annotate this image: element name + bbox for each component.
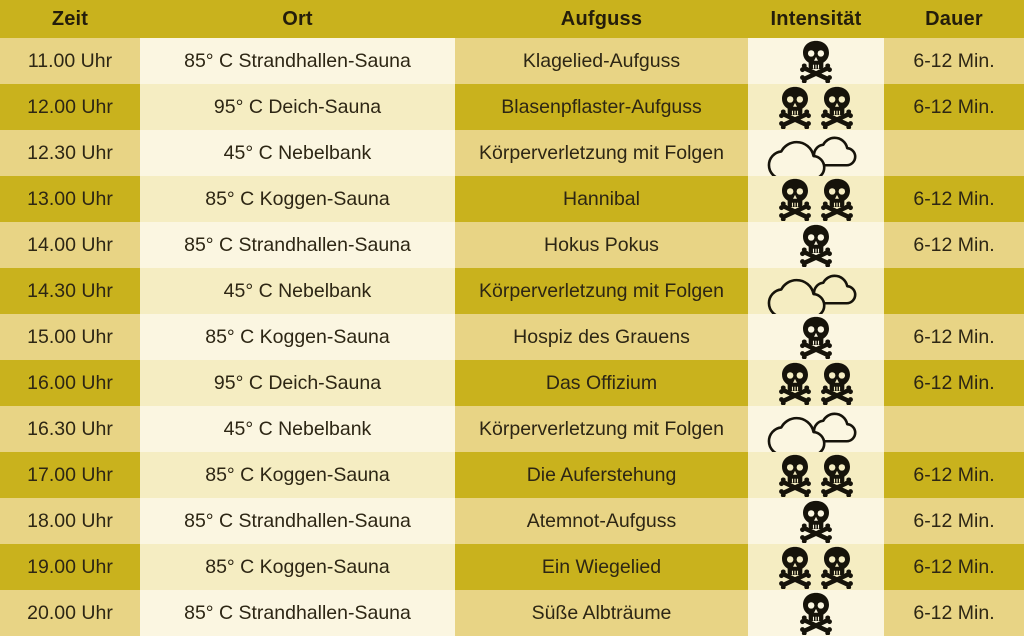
cell-intensitaet	[748, 130, 884, 176]
cell-zeit	[0, 544, 140, 590]
zeit-value: 13.00 Uhr	[27, 187, 113, 210]
cell-zeit	[0, 590, 140, 636]
column-header-dauer: Dauer	[884, 0, 1024, 38]
intensity-icons	[798, 40, 834, 83]
table-row	[0, 360, 1024, 406]
cell-aufguss	[455, 544, 748, 590]
intensity-icons	[777, 362, 855, 405]
column-header-ort: Ort	[140, 0, 455, 38]
ort-value: 85° C Strandhallen-Sauna	[184, 233, 411, 256]
cell-ort	[140, 268, 455, 314]
cell-dauer	[884, 544, 1024, 590]
skull-icon	[777, 546, 813, 589]
zeit-value: 17.00 Uhr	[27, 463, 113, 486]
table-row	[0, 590, 1024, 636]
cell-zeit	[0, 406, 140, 452]
cell-aufguss	[455, 222, 748, 268]
dauer-value: 6-12 Min.	[913, 49, 995, 72]
table-row	[0, 498, 1024, 544]
dauer-value: 6-12 Min.	[913, 371, 995, 394]
intensity-icons	[798, 592, 834, 635]
cell-dauer	[884, 130, 1024, 176]
intensity-icons	[798, 224, 834, 267]
aufguss-value: Hannibal	[563, 187, 640, 210]
zeit-value: 14.30 Uhr	[27, 279, 113, 302]
table-row	[0, 314, 1024, 360]
aufguss-value: Klagelied-Aufguss	[522, 49, 681, 72]
cell-zeit	[0, 222, 140, 268]
skull-icon	[777, 86, 813, 129]
aufguss-value: Körperverletzung mit Folgen	[479, 417, 724, 440]
dauer-value: 6-12 Min.	[913, 95, 995, 118]
ort-value: 85° C Koggen-Sauna	[205, 325, 390, 348]
cell-zeit	[0, 130, 140, 176]
cell-dauer	[884, 498, 1024, 544]
cell-dauer	[884, 176, 1024, 222]
cell-aufguss	[455, 38, 748, 84]
column-header-aufguss: Aufguss	[455, 0, 748, 38]
table-row	[0, 268, 1024, 314]
skull-icon	[798, 316, 834, 359]
table-row	[0, 544, 1024, 590]
cell-ort	[140, 130, 455, 176]
zeit-value: 19.00 Uhr	[27, 555, 113, 578]
cell-dauer	[884, 314, 1024, 360]
cell-ort	[140, 38, 455, 84]
clouds-icon	[767, 130, 865, 176]
ort-value: 85° C Koggen-Sauna	[205, 187, 390, 210]
aufguss-value: Atemnot-Aufguss	[526, 509, 677, 532]
cell-aufguss	[455, 406, 748, 452]
cell-aufguss	[455, 452, 748, 498]
cell-dauer	[884, 84, 1024, 130]
skull-icon	[819, 454, 855, 497]
intensity-icons	[798, 316, 834, 359]
table-header-row	[0, 0, 1024, 38]
intensity-icons	[777, 454, 855, 497]
cell-ort	[140, 222, 455, 268]
cell-ort	[140, 544, 455, 590]
zeit-value: 18.00 Uhr	[27, 509, 113, 532]
skull-icon	[777, 362, 813, 405]
aufguss-value: Körperverletzung mit Folgen	[479, 279, 724, 302]
skull-icon	[777, 454, 813, 497]
intensity-icons	[777, 546, 855, 589]
skull-icon	[819, 86, 855, 129]
zeit-value: 14.00 Uhr	[27, 233, 113, 256]
cell-intensitaet	[748, 590, 884, 636]
zeit-value: 12.00 Uhr	[27, 95, 113, 118]
zeit-value: 16.00 Uhr	[27, 371, 113, 394]
aufguss-value: Süße Albträume	[531, 601, 672, 624]
dauer-value: 6-12 Min.	[913, 187, 995, 210]
cell-intensitaet	[748, 498, 884, 544]
cell-aufguss	[455, 176, 748, 222]
cell-aufguss	[455, 498, 748, 544]
intensity-icons	[777, 178, 855, 221]
ort-value: 85° C Strandhallen-Sauna	[184, 601, 411, 624]
ort-value: 85° C Strandhallen-Sauna	[184, 49, 411, 72]
cell-aufguss	[455, 590, 748, 636]
dauer-value: 6-12 Min.	[913, 601, 995, 624]
cell-ort	[140, 176, 455, 222]
skull-icon	[798, 500, 834, 543]
aufguss-value: Die Auferstehung	[526, 463, 677, 486]
ort-value: 85° C Koggen-Sauna	[205, 463, 390, 486]
cell-intensitaet	[748, 176, 884, 222]
zeit-value: 15.00 Uhr	[27, 325, 113, 348]
zeit-value: 11.00 Uhr	[27, 49, 113, 72]
cell-dauer	[884, 38, 1024, 84]
skull-icon	[819, 178, 855, 221]
aufguss-value: Ein Wiegelied	[541, 555, 662, 578]
table-row	[0, 38, 1024, 84]
aufguss-value: Hospiz des Grauens	[513, 325, 690, 348]
skull-icon	[798, 40, 834, 83]
intensity-icons	[767, 130, 865, 176]
intensity-icons	[777, 86, 855, 129]
intensity-icons	[767, 268, 865, 314]
cell-dauer	[884, 222, 1024, 268]
cell-ort	[140, 406, 455, 452]
cell-intensitaet	[748, 544, 884, 590]
aufguss-value: Körperverletzung mit Folgen	[479, 141, 724, 164]
zeit-value: 16.30 Uhr	[27, 417, 113, 440]
cell-intensitaet	[748, 452, 884, 498]
dauer-value: 6-12 Min.	[913, 463, 995, 486]
cell-dauer	[884, 360, 1024, 406]
intensity-icons	[767, 406, 865, 452]
cell-ort	[140, 452, 455, 498]
cell-intensitaet	[748, 268, 884, 314]
cell-aufguss	[455, 130, 748, 176]
cell-ort	[140, 84, 455, 130]
cell-dauer	[884, 406, 1024, 452]
dauer-value: 6-12 Min.	[913, 555, 995, 578]
cell-zeit	[0, 314, 140, 360]
cell-aufguss	[455, 84, 748, 130]
cell-ort	[140, 314, 455, 360]
table-row	[0, 406, 1024, 452]
cell-zeit	[0, 360, 140, 406]
cell-zeit	[0, 38, 140, 84]
clouds-icon	[767, 268, 865, 314]
skull-icon	[819, 546, 855, 589]
ort-value: 85° C Koggen-Sauna	[205, 555, 390, 578]
cell-zeit	[0, 84, 140, 130]
dauer-value: 6-12 Min.	[913, 509, 995, 532]
cell-intensitaet	[748, 314, 884, 360]
column-header-zeit: Zeit	[0, 0, 140, 38]
ort-value: 45° C Nebelbank	[223, 279, 372, 302]
ort-value: 95° C Deich-Sauna	[213, 95, 382, 118]
cell-zeit	[0, 176, 140, 222]
cell-dauer	[884, 452, 1024, 498]
cell-intensitaet	[748, 360, 884, 406]
table-row	[0, 222, 1024, 268]
ort-value: 45° C Nebelbank	[223, 141, 372, 164]
zeit-value: 20.00 Uhr	[27, 601, 113, 624]
aufguss-value: Hokus Pokus	[544, 233, 659, 256]
skull-icon	[777, 178, 813, 221]
cell-ort	[140, 498, 455, 544]
cell-ort	[140, 590, 455, 636]
table-body	[0, 38, 1024, 636]
intensity-icons	[798, 500, 834, 543]
aufguss-value: Blasenpflaster-Aufguss	[501, 95, 702, 118]
dauer-value: 6-12 Min.	[913, 233, 995, 256]
cell-zeit	[0, 268, 140, 314]
table-row	[0, 452, 1024, 498]
zeit-value: 12.30 Uhr	[27, 141, 113, 164]
aufguss-value: Das Offizium	[545, 371, 658, 394]
ort-value: 85° C Strandhallen-Sauna	[184, 509, 411, 532]
cell-zeit	[0, 498, 140, 544]
dauer-value: 6-12 Min.	[913, 325, 995, 348]
cell-aufguss	[455, 268, 748, 314]
cell-intensitaet	[748, 38, 884, 84]
ort-value: 95° C Deich-Sauna	[213, 371, 382, 394]
cell-intensitaet	[748, 406, 884, 452]
cell-dauer	[884, 268, 1024, 314]
cell-aufguss	[455, 314, 748, 360]
cell-zeit	[0, 452, 140, 498]
cell-intensitaet	[748, 84, 884, 130]
cell-dauer	[884, 590, 1024, 636]
skull-icon	[798, 592, 834, 635]
skull-icon	[819, 362, 855, 405]
table-row	[0, 130, 1024, 176]
clouds-icon	[767, 406, 865, 452]
cell-ort	[140, 360, 455, 406]
cell-intensitaet	[748, 222, 884, 268]
cell-aufguss	[455, 360, 748, 406]
skull-icon	[798, 224, 834, 267]
column-header-intensitt: Intensität	[748, 0, 884, 38]
table-row	[0, 84, 1024, 130]
ort-value: 45° C Nebelbank	[223, 417, 372, 440]
table-row	[0, 176, 1024, 222]
